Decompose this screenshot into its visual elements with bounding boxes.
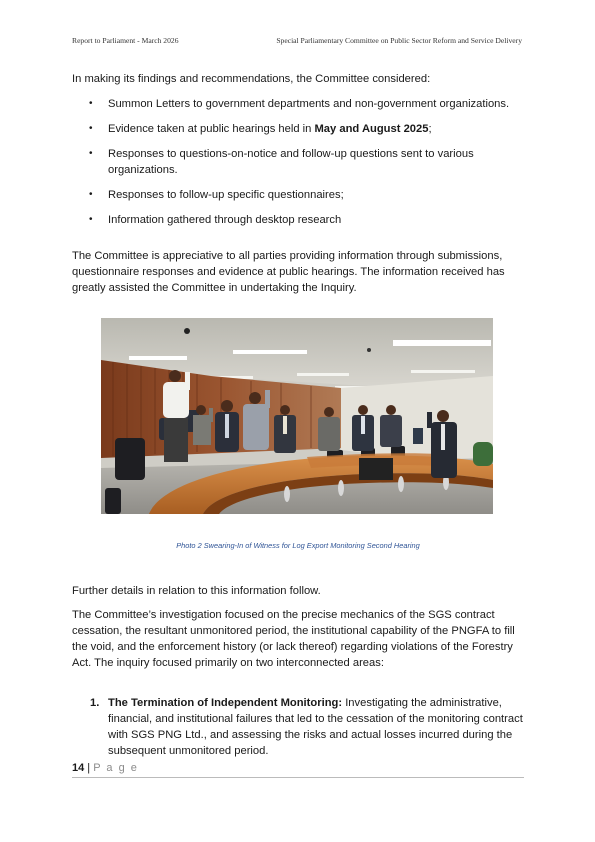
further-details-paragraph: Further details in relation to this information follow. [72, 585, 321, 597]
bullet-icon: • [89, 98, 93, 109]
bullet-icon: • [89, 189, 93, 200]
bullet-icon: • [89, 123, 93, 134]
header-right: Special Parliamentary Committee on Public Sector Reform and Service Delivery [276, 36, 522, 45]
focus-areas-list [72, 695, 524, 759]
header-left: Report to Parliament - March 2026 [72, 36, 179, 45]
page-footer [72, 762, 138, 774]
item-text: Investigating the administrative, financial, and institutional failures that led to the cessation of the monitoring contract with SGS PNG Ltd., and assessing the risks and actual losses incurred during the subsequent unmonitored period. [108, 697, 523, 757]
page-label: P a g e [93, 762, 139, 774]
list-item: • Responses to questions-on-notice and follow-up questions sent to various organizations. [89, 148, 474, 176]
investigation-paragraph: The Committee’s investigation focused on the precise mechanics of the SGS contract cessation, the resultant unmonitored period, the institutional capability of the PNGFA to fill the void, and the enforcement history (or lack thereof) regarding violations of the Forestry Act. The inquiry focused primarily on two interconnected areas: [72, 609, 515, 669]
list-item: • Summon Letters to government departments and non-government organizations. [89, 98, 510, 110]
footer-rule [72, 777, 524, 778]
footer-separator: | [84, 762, 94, 774]
considerations-list [72, 96, 524, 237]
photo-caption: Photo 2 Swearing-In of Witness for Log Export Monitoring Second Hearing [176, 541, 420, 550]
hearing-dates: May and August 2025 [314, 123, 429, 135]
hearing-photo [101, 318, 493, 514]
item-heading: The Termination of Independent Monitoring: [108, 697, 343, 709]
item-number: 1. [90, 697, 100, 709]
list-item: • Evidence taken at public hearings held in May and August 2025; [89, 123, 432, 135]
appreciation-paragraph: The Committee is appreciative to all parties providing information through submissions, questionnaire responses and evidence at public hearings. The information received has greatly assisted the Committee in undertaking the Inquiry. [72, 250, 505, 294]
hearing-photo-illustration [101, 318, 493, 514]
page-number: 14 [72, 762, 85, 774]
list-item: • Information gathered through desktop research [89, 214, 342, 226]
list-item [72, 695, 524, 759]
intro-paragraph: In making its findings and recommendations, the Committee considered: [72, 73, 431, 85]
bullet-icon: • [89, 148, 93, 159]
bullet-icon: • [89, 214, 93, 225]
running-header [72, 36, 522, 45]
list-item: • Responses to follow-up specific questionnaires; [89, 189, 344, 201]
